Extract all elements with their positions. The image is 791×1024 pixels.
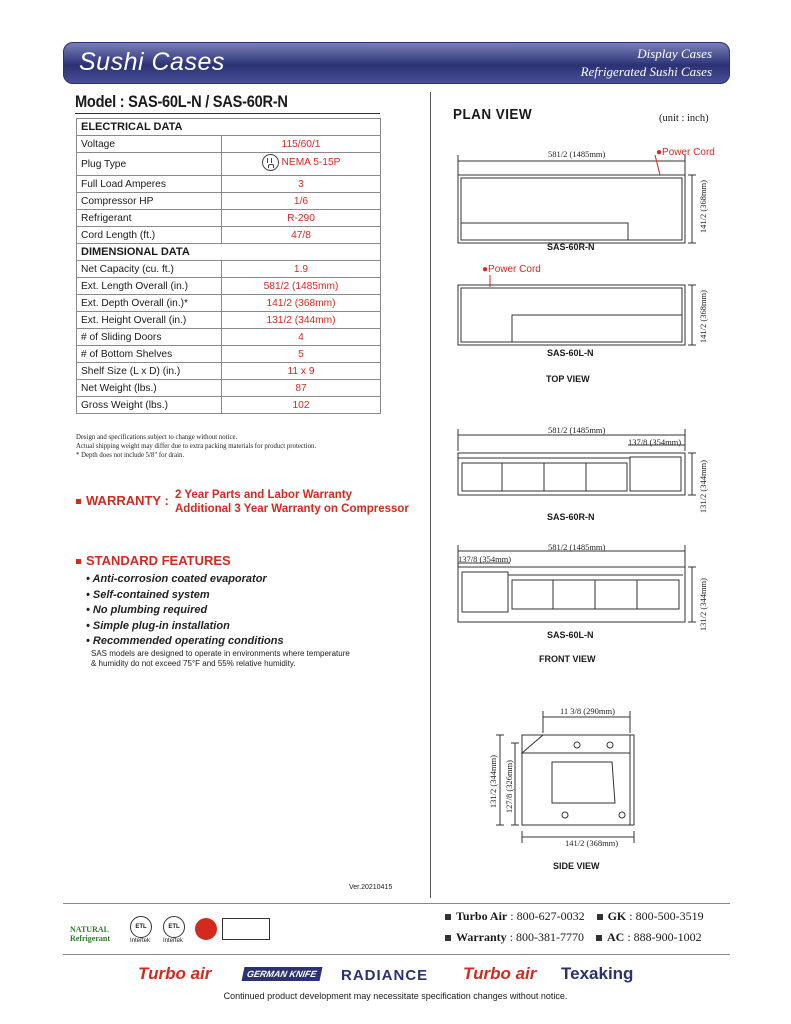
spec-value: 581/2 (1485mm) [222, 278, 381, 295]
warranty-badge-icon [195, 918, 217, 940]
spec-label: Net Weight (lbs.) [77, 380, 222, 397]
page-title: Sushi Cases [79, 48, 225, 76]
plug-icon [262, 154, 279, 171]
spec-label: # of Sliding Doors [77, 329, 222, 346]
spec-label: Ext. Length Overall (in.) [77, 278, 222, 295]
etl-icon: ETL [130, 916, 152, 938]
contact-phone: : 800-627-0032 [510, 909, 585, 923]
front-view-caption: FRONT VIEW [539, 654, 596, 664]
dim-depth-r: 141/2 (368mm) [698, 180, 708, 234]
dim-side-depth: 141/2 (368mm) [565, 838, 619, 848]
plan-view-heading: PLAN VIEW [453, 106, 533, 123]
dim-length-front-r: 581/2 (1485mm) [548, 425, 606, 435]
dim-length-front-l: 581/2 (1485mm) [548, 542, 606, 552]
spec-label: Full Load Amperes [77, 176, 222, 193]
plug-type-value: NEMA 5-15P [281, 157, 341, 168]
table-section-row [77, 244, 381, 261]
dim-height-l: 131/2 (344mm) [698, 578, 708, 632]
model-title: Model : SAS-60L-N / SAS-60R-N [75, 92, 288, 111]
spec-label: Ext. Depth Overall (in.)* [77, 295, 222, 312]
warranty-line: Additional 3 Year Warranty on Compressor [175, 503, 409, 515]
table-row [77, 153, 381, 176]
refrigerant-text: Refrigerant [70, 934, 110, 943]
spec-label: Ext. Height Overall (in.) [77, 312, 222, 329]
warranty-heading-text: WARRANTY : [86, 493, 169, 508]
dim-side-height: 131/2 (344mm) [488, 755, 498, 809]
note-line: SAS models are designed to operate in environments where temperature [91, 649, 350, 658]
power-cord-text: Power Cord [662, 147, 715, 158]
square-bullet-icon [445, 935, 451, 941]
dim-length-r: 581/2 (1485mm) [548, 149, 606, 159]
brand-logos [133, 964, 663, 990]
contact-name: Turbo Air [456, 909, 508, 923]
spec-value: 3 [222, 176, 381, 193]
contact-phone: : 888-900-1002 [627, 930, 702, 944]
etl-logo-1 [130, 916, 152, 944]
table-row [77, 295, 381, 312]
german-knife-logo: GERMAN KNIFE [242, 967, 322, 981]
natural-refrigerant-logo [70, 925, 110, 943]
power-cord-text: Power Cord [488, 264, 541, 275]
spec-value: 87 [222, 380, 381, 397]
table-row [77, 380, 381, 397]
spec-value [222, 153, 381, 176]
contact-phone: : 800-500-3519 [629, 909, 704, 923]
turbo-air-logo: Turbo air [138, 964, 212, 983]
table-row [77, 176, 381, 193]
spec-notes [76, 433, 316, 460]
square-bullet-icon [597, 914, 603, 920]
list-item: • Self-contained system [86, 588, 210, 601]
table-row [77, 261, 381, 278]
spec-value: 131/2 (344mm) [222, 312, 381, 329]
spec-value: 115/60/1 [222, 136, 381, 153]
spec-label: Net Capacity (cu. ft.) [77, 261, 222, 278]
contact-list [445, 906, 704, 948]
version-label: Ver.20210415 [349, 884, 393, 891]
front-caption-r: SAS-60R-N [547, 512, 595, 522]
table-row [77, 210, 381, 227]
dim-side-len-r: 137/8 (354mm) [628, 437, 682, 447]
contact-row [445, 906, 704, 927]
subcategory-label: Refrigerated Sushi Cases [580, 64, 712, 79]
dim-side-width: 11 3/8 (290mm) [560, 706, 615, 716]
table-row [77, 312, 381, 329]
footer-disclaimer: Continued product development may necessitate specification changes without notice. [223, 991, 568, 1001]
etl-sanitation-icon: ETL [163, 916, 185, 938]
dim-height-r: 131/2 (344mm) [698, 460, 708, 514]
spec-label: Compressor HP [77, 193, 222, 210]
spec-value: R-290 [222, 210, 381, 227]
spec-value: 102 [222, 397, 381, 414]
page-header [63, 42, 730, 84]
table-row [77, 278, 381, 295]
power-cord-label-r: ●Power Cord [656, 147, 715, 158]
radiance-logo: RADIANCE [341, 967, 429, 984]
square-bullet-icon [445, 914, 451, 920]
texaking-logo: Texaking [561, 964, 634, 983]
spec-table [76, 118, 381, 414]
etl-logo-2 [163, 916, 185, 944]
unit-label: (unit : inch) [659, 113, 709, 124]
spec-label: Plug Type [77, 153, 222, 176]
note-line: * Depth does not include 5/8" for drain. [76, 452, 185, 459]
model-underline [75, 113, 380, 114]
electrical-heading: ELECTRICAL DATA [77, 119, 381, 136]
spec-label: Voltage [77, 136, 222, 153]
features-heading [76, 553, 231, 568]
table-row [77, 397, 381, 414]
warranty-line: 2 Year Parts and Labor Warranty [175, 489, 353, 501]
contact-row [445, 927, 704, 948]
spec-value: 1.9 [222, 261, 381, 278]
contact-name: Warranty [456, 930, 507, 944]
spec-label: Gross Weight (lbs.) [77, 397, 222, 414]
list-item: • No plumbing required [86, 604, 208, 616]
features-heading-text: STANDARD FEATURES [86, 553, 231, 568]
spec-value: 5 [222, 346, 381, 363]
warranty-text [175, 488, 409, 516]
note-line: Actual shipping weight may differ due to extra packing materials for product protection. [76, 443, 317, 450]
spec-value: 141/2 (368mm) [222, 295, 381, 312]
dimensional-heading: DIMENSIONAL DATA [77, 244, 381, 261]
dim-side-inner-height: 127/8 (326mm) [504, 760, 514, 814]
intertek-label: Intertek [163, 938, 184, 944]
model-caption-r: SAS-60R-N [547, 242, 595, 252]
spec-value: 4 [222, 329, 381, 346]
front-caption-l: SAS-60L-N [547, 630, 594, 640]
contact-name: AC [607, 930, 625, 944]
model-caption-l: SAS-60L-N [547, 348, 594, 358]
features-note [91, 649, 350, 669]
table-row [77, 346, 381, 363]
category-label: Display Cases [637, 46, 712, 61]
features-list [86, 572, 284, 650]
bullet-icon [76, 499, 81, 504]
contact-name: GK [607, 909, 627, 923]
power-cord-label-l: ●Power Cord [482, 264, 541, 275]
intertek-label: Intertek [130, 938, 151, 944]
table-row [77, 227, 381, 244]
square-bullet-icon [596, 935, 602, 941]
dim-side-len-l: 137/8 (354mm) [458, 554, 512, 564]
note-line: Design and specifications subject to change without notice. [76, 434, 238, 441]
table-row [77, 136, 381, 153]
five-year-warranty-badge-icon [222, 918, 270, 940]
warranty-heading [76, 493, 169, 508]
bullet-icon [76, 559, 81, 564]
dim-depth-l: 141/2 (368mm) [698, 290, 708, 344]
spec-label: Cord Length (ft.) [77, 227, 222, 244]
list-item: • Recommended operating conditions [86, 635, 284, 647]
spec-label: # of Bottom Shelves [77, 346, 222, 363]
top-view-caption: TOP VIEW [546, 374, 590, 384]
list-item: • Simple plug-in installation [86, 619, 230, 632]
column-divider [430, 92, 431, 898]
list-item: • Anti-corrosion coated evaporator [86, 573, 267, 585]
spec-label: Refrigerant [77, 210, 222, 227]
table-row [77, 363, 381, 380]
spec-value: 11 x 9 [222, 363, 381, 380]
spec-value: 47/8 [222, 227, 381, 244]
table-row [77, 193, 381, 210]
note-line: & humidity do not exceed 75°F and 55% relative humidity. [91, 659, 296, 668]
natural-text: NATURAL [70, 925, 109, 934]
contact-phone: : 800-381-7770 [509, 930, 584, 944]
spec-value: 1/6 [222, 193, 381, 210]
turbo-air-logo-2: Turbo air [463, 964, 537, 983]
table-section-row [77, 119, 381, 136]
table-row [77, 329, 381, 346]
side-view-caption: SIDE VIEW [553, 861, 600, 871]
spec-label: Shelf Size (L x D) (in.) [77, 363, 222, 380]
